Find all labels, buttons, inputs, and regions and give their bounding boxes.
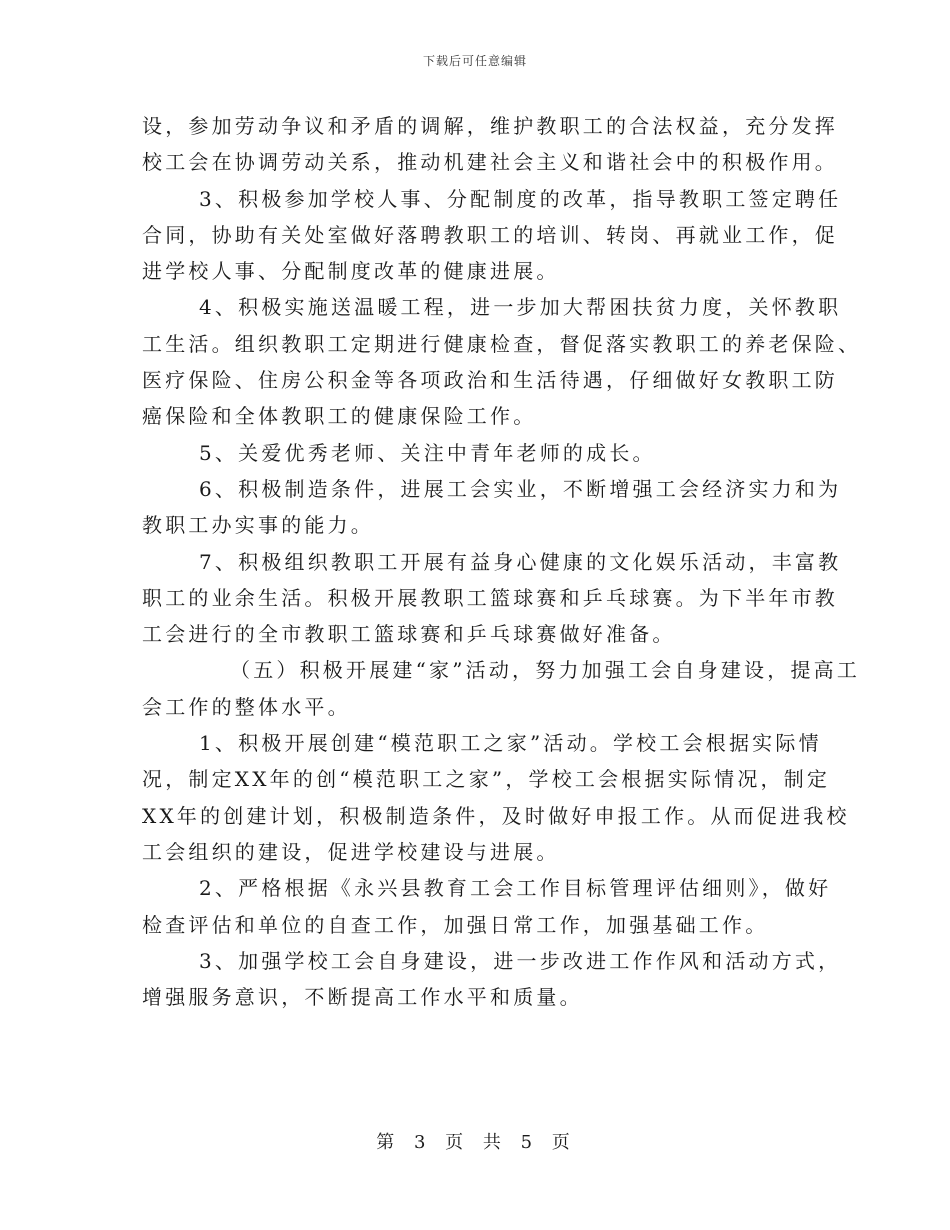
paragraph-start: 1、积极开展创建“模范职工之家”活动。学校工会根据实际情: [199, 731, 822, 756]
text-line: 合同，协助有关处室做好落聘教职工的培训、转岗、再就业工作，促: [142, 222, 838, 247]
text-line: 检查评估和单位的自查工作，加强日常工作，加强基础工作。: [142, 912, 769, 937]
page-footer: 第 3 页 共 5 页: [376, 1132, 574, 1153]
text-line: 设，参加劳动争议和矛盾的调解，维护教职工的合法权益，充分发挥: [142, 114, 838, 138]
text-line: 工会组织的建设，促进学校建设与进展。: [142, 839, 560, 864]
text-line: 会工作的整体水平。: [142, 694, 351, 719]
paragraph-start: 7、积极组织教职工开展有益身心健康的文化娱乐活动，丰富教: [199, 549, 842, 574]
text-line: 工会进行的全市教职工篮球赛和乒乓球赛做好准备。: [142, 622, 676, 647]
paragraph-start: 3、积极参加学校人事、分配制度的改革，指导教职工签定聘任: [199, 186, 842, 211]
text-line: 癌保险和全体教职工的健康保险工作。: [142, 404, 537, 429]
text-line: 教职工办实事的能力。: [142, 513, 374, 538]
paragraph-start: 6、积极制造条件，进展工会实业，不断增强工会经济实力和为: [199, 476, 842, 501]
text-line: XX年的创建计划，积极制造条件，及时做好申报工作。从而促进我校: [142, 803, 850, 828]
document-body: [142, 108, 862, 1015]
text-line: 工生活。组织教职工定期进行健康检查，督促落实教职工的养老保险、: [142, 331, 862, 356]
paragraph-start: 2、严格根据《永兴县教育工会工作目标管理评估细则》，做好: [199, 876, 832, 901]
text-line: 医疗保险、住房公积金等各项政治和生活待遇，仔细做好女教职工防: [142, 368, 838, 393]
section-heading: （五）积极开展建“家”活动，努力加强工会自身建设，提高工: [230, 658, 861, 683]
text-line: 校工会在协调劳动关系，推动机建社会主义和谐社会中的积极作用。: [142, 150, 838, 175]
text-line: 职工的业余生活。积极开展教职工篮球赛和乒乓球赛。为下半年市教: [142, 585, 838, 610]
paragraph-start: 4、积极实施送温暖工程，进一步加大帮困扶贫力度，关怀教职: [199, 295, 842, 320]
text-line: 况，制定XX年的创“模范职工之家”，学校工会根据实际情况，制定: [142, 767, 831, 792]
page-header: 下载后可任意编辑: [422, 54, 527, 68]
text-line: 增强服务意识，不断提高工作水平和质量。: [142, 985, 583, 1010]
paragraph-start: 3、加强学校工会自身建设，进一步改进工作作风和活动方式，: [199, 948, 842, 973]
text-line: 进学校人事、分配制度改革的健康进展。: [142, 259, 560, 284]
paragraph-start: 5、关爱优秀老师、关注中青年老师的成长。: [199, 440, 656, 465]
